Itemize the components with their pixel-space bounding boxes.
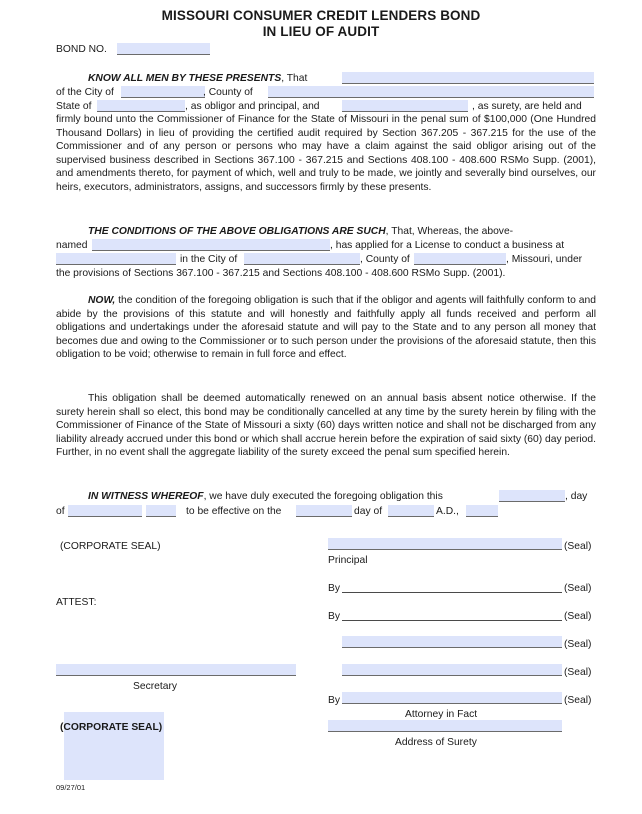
by-label-3: By <box>328 695 341 706</box>
bond-no-field[interactable] <box>117 43 210 55</box>
p2-in-city: in the City of <box>180 254 238 265</box>
business-address-field[interactable] <box>56 253 176 265</box>
by-line-1[interactable] <box>342 592 562 593</box>
secretary-field[interactable] <box>56 664 296 676</box>
p5-effective: to be effective on the <box>186 506 282 517</box>
p5-rest: , we have duly executed the foregoing obligation this <box>203 491 443 502</box>
p1-state-of: State of <box>56 101 92 112</box>
p1-lead: KNOW ALL MEN BY THESE PRESENTS <box>88 73 282 84</box>
by-label-1: By <box>328 583 341 594</box>
p3-paragraph <box>56 294 596 362</box>
seal-6: (Seal) <box>564 695 592 706</box>
by-line-2[interactable] <box>342 620 562 621</box>
p1-county-of: , County of <box>203 87 253 98</box>
seal-3: (Seal) <box>564 611 592 622</box>
p5-lead: IN WITNESS WHEREOF <box>88 491 204 502</box>
form-title-line2: IN LIEU OF AUDIT <box>262 24 380 39</box>
effective-month-field[interactable] <box>388 505 434 517</box>
attest-label: ATTEST: <box>56 597 97 608</box>
principal-label: Principal <box>328 555 368 566</box>
p2-applied: , has applied for a License to conduct a business at <box>330 240 565 251</box>
p5-lead-line <box>88 490 443 503</box>
witness-month-field[interactable] <box>68 505 142 517</box>
p1-that: , That <box>281 73 308 84</box>
corporate-seal-label-2: (CORPORATE SEAL) <box>60 722 163 733</box>
p5-of: of <box>56 506 65 517</box>
p1-of-city: of the City of <box>56 87 114 98</box>
surety-signature-field[interactable] <box>342 636 562 648</box>
seal-2: (Seal) <box>564 583 592 594</box>
p5-day: , day <box>565 491 588 502</box>
p3-lead: NOW, <box>88 295 116 306</box>
obligor-county-field[interactable] <box>268 86 594 98</box>
p5-ad: A.D., <box>436 506 459 517</box>
p4-body: This obligation shall be deemed automatically renewed on an annual basis absent notice otherwise. If the surety herein shall so elect, this bond may be conditionally cancelled at any time by the surety herein by filing with the Commissioner of Finance of the State of Missouri a sixty (60) days written notice and shall not be discharged from any liability already accrued under this bond or which shall accrue herein before the expiration of said sixty (60) day period. Further, in no event shall the aggregate liability of the surety exceed the penal sum specified herein. <box>56 393 596 459</box>
witness-year-field[interactable] <box>146 505 176 517</box>
p2-lead: THE CONDITIONS OF THE ABOVE OBLIGATIONS ARE SUCH <box>88 226 386 237</box>
obligor-city-field[interactable] <box>121 86 205 98</box>
business-county-field[interactable] <box>414 253 506 265</box>
by-label-2: By <box>328 611 341 622</box>
corporate-seal-label-1: (CORPORATE SEAL) <box>60 541 161 552</box>
p1-body: firmly bound unto the Commissioner of Finance for the State of Missouri in the penal sum of $100,000 (One Hundred Thousand Dollars) in lieu of providing the certified audit required by Section 367.205 - 367.215 for the use of the Commissioner and of any person or persons who may have a claim against the said obligor arising out of the supervised business described in Sections 367.100 - 367.215 and Sections 408.100 - 408.600 RSMo Supp. (2001), and amendments thereto, for payment of which, well and truly to be made, we jointly and severally bind ourselves, our heirs, executors, administrators, assigns, and successors firmly by these presents. <box>56 114 596 193</box>
p1-lead-line <box>88 72 307 85</box>
surety-address-field[interactable] <box>328 720 562 732</box>
p2-provisions: the provisions of Sections 367.100 - 367.215 and Sections 408.100 - 408.600 RSMo Supp. (2001). <box>56 268 506 279</box>
p2-county-of: , County of <box>360 254 410 265</box>
p1-surety: , as surety, are held and <box>472 101 582 112</box>
attorney-field[interactable] <box>342 692 562 704</box>
witness-day-field[interactable] <box>499 490 565 502</box>
seal-1: (Seal) <box>564 541 592 552</box>
obligor-state-field[interactable] <box>97 100 185 112</box>
attorney-label: Attorney in Fact <box>405 709 478 720</box>
business-city-field[interactable] <box>244 253 360 265</box>
principal-field[interactable] <box>328 538 562 550</box>
named-applicant-field[interactable] <box>92 239 330 251</box>
obligor-name-field[interactable] <box>342 72 594 84</box>
form-title-line1: MISSOURI CONSUMER CREDIT LENDERS BOND <box>161 8 481 23</box>
p1-obligor: , as obligor and principal, and <box>185 101 320 112</box>
p2-named: named <box>56 240 88 251</box>
p2-lead-line <box>88 225 513 238</box>
p4-paragraph <box>56 392 596 460</box>
effective-day-field[interactable] <box>296 505 352 517</box>
surety-name-field[interactable] <box>342 100 468 112</box>
form-date-code: 09/27/01 <box>56 783 86 792</box>
address-label: Address of Surety <box>395 737 477 748</box>
surety-signature-field-2[interactable] <box>342 664 562 676</box>
bond-no-label: BOND NO. <box>56 44 107 55</box>
seal-5: (Seal) <box>564 667 592 678</box>
p3-body: the condition of the foregoing obligation is such that if the obligor and agents will faithfully conform to and abide by the provisions of this statute and will honestly and faithfully apply all funds received and perform all obligations and undertakings under the aforesaid statute and will pay to the State and to any person all money that becomes due and owing to the Commissioner or to such person under the provisions of the aforesaid statute, then this obligation to be void; otherwise to remain in full force and effect. <box>56 295 596 361</box>
effective-year-field[interactable] <box>466 505 498 517</box>
secretary-label: Secretary <box>133 681 178 692</box>
p2-rest: , That, Whereas, the above- <box>385 226 514 237</box>
seal-4: (Seal) <box>564 639 592 650</box>
p2-missouri: , Missouri, under <box>506 254 583 265</box>
p5-day-of: day of <box>354 506 383 517</box>
